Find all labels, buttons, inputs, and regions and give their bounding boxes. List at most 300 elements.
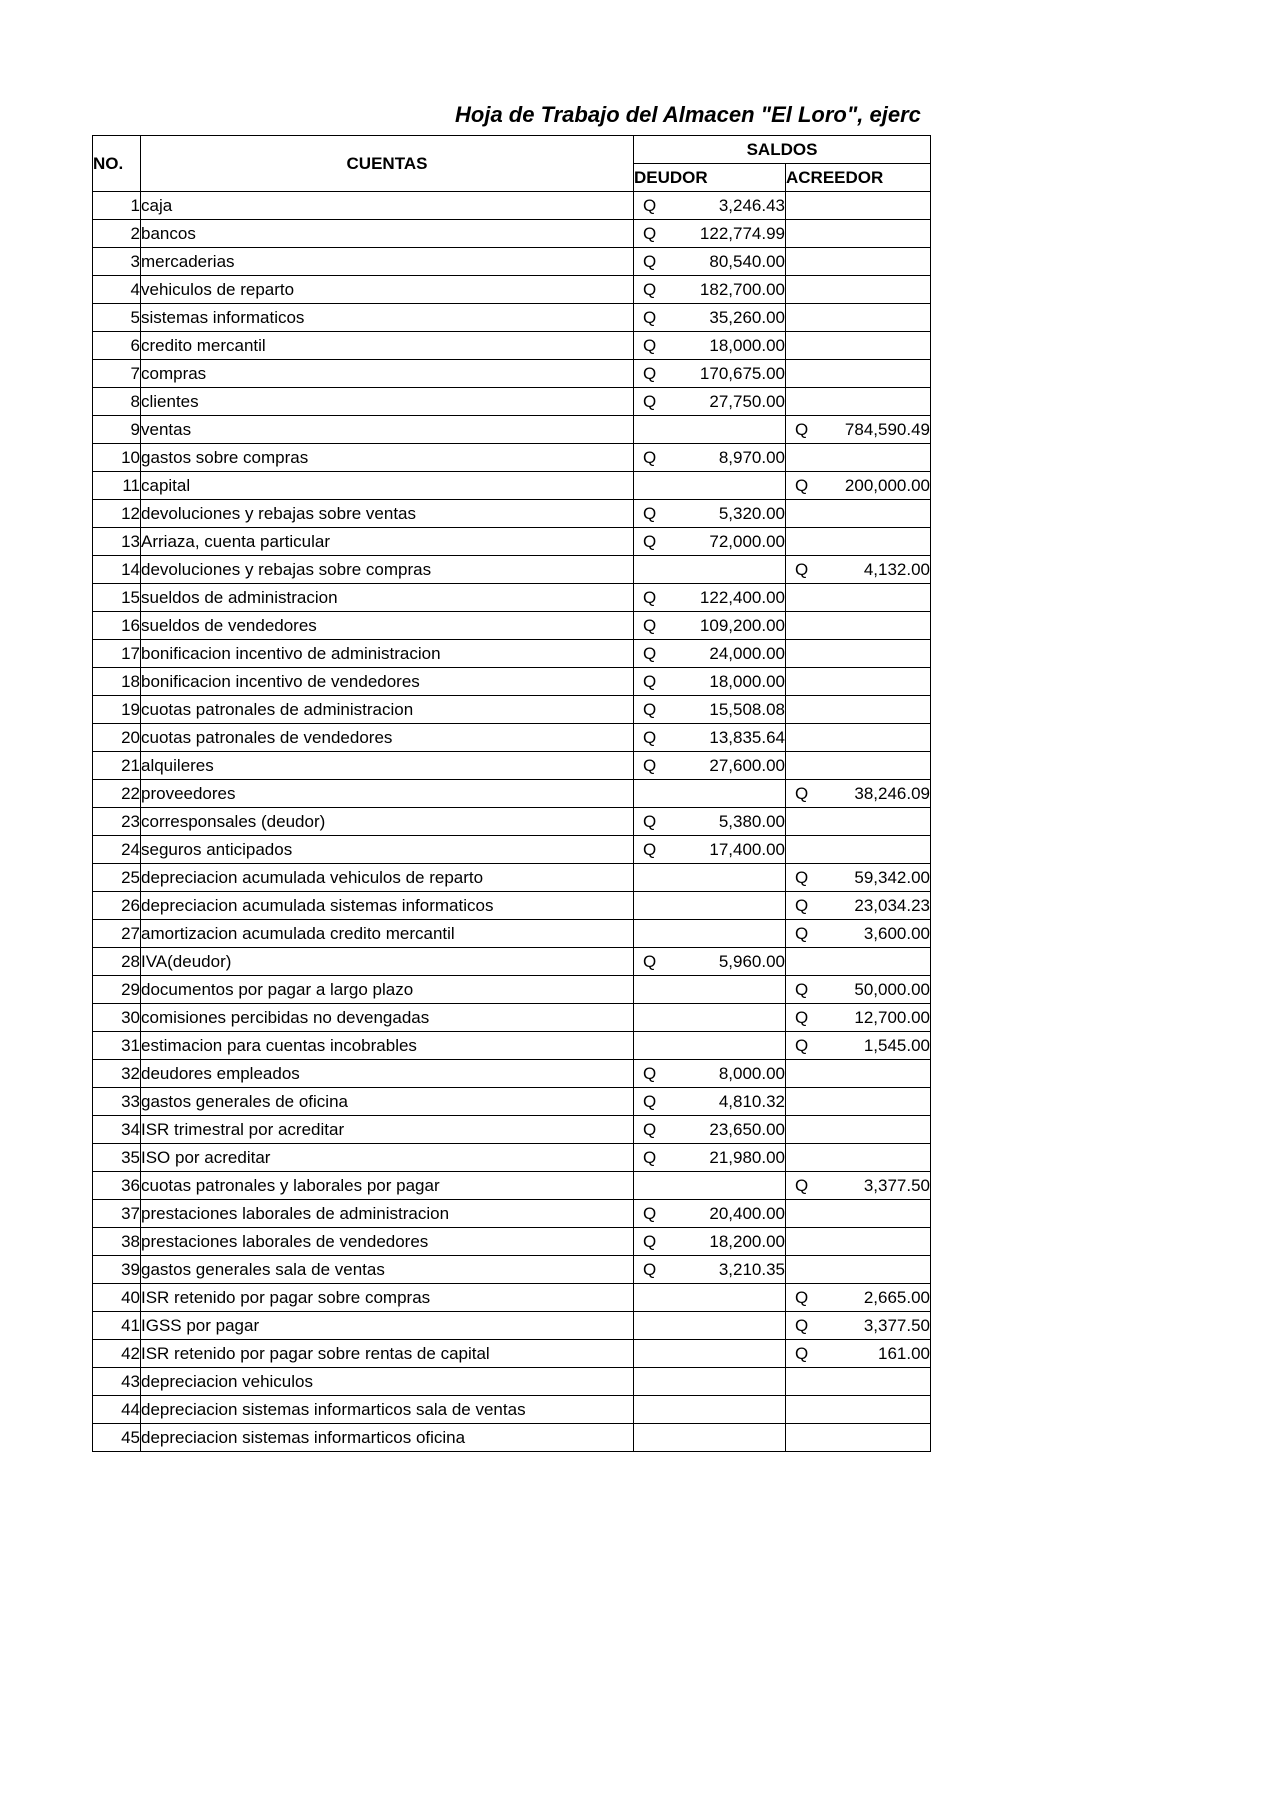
account-row [93, 1396, 931, 1424]
cell-acreedor-amount[interactable] [786, 780, 931, 808]
currency-symbol: Q [795, 419, 809, 439]
cell-acreedor-amount[interactable] [786, 416, 931, 444]
cell-account-name[interactable]: bonificacion incentivo de administracion [141, 640, 634, 668]
cell-deudor-amount[interactable] [634, 892, 786, 920]
cell-row-number[interactable]: 38 [93, 1228, 141, 1256]
currency-symbol: Q [643, 1063, 657, 1083]
currency-symbol: Q [795, 895, 809, 915]
amount-value: 20,400.00 [709, 1203, 785, 1223]
cell-deudor-amount[interactable] [634, 836, 786, 864]
account-row [93, 1256, 931, 1284]
amount-value: 27,750.00 [709, 391, 785, 411]
amount-value: 122,774.99 [699, 223, 785, 243]
cell-acreedor-amount[interactable] [786, 388, 931, 416]
amount-value: 21,980.00 [709, 1147, 785, 1167]
amount-value: 18,200.00 [709, 1231, 785, 1251]
cell-deudor-amount[interactable] [634, 668, 786, 696]
cell-account-name[interactable]: seguros anticipados [141, 836, 634, 864]
cell-row-number[interactable]: 3 [93, 248, 141, 276]
cell-acreedor-amount[interactable] [786, 332, 931, 360]
account-row [93, 1060, 931, 1088]
header-saldos[interactable]: SALDOS [634, 136, 931, 164]
cell-deudor-amount[interactable] [634, 556, 786, 584]
currency-symbol: Q [643, 587, 657, 607]
cell-row-number[interactable]: 34 [93, 1116, 141, 1144]
cell-acreedor-amount[interactable] [786, 192, 931, 220]
amount-value: 200,000.00 [844, 475, 930, 495]
cell-account-name[interactable]: devoluciones y rebajas sobre compras [141, 556, 634, 584]
cell-row-number[interactable]: 35 [93, 1144, 141, 1172]
amount-value: 3,600.00 [863, 923, 930, 943]
currency-symbol: Q [643, 363, 657, 383]
account-row [93, 696, 931, 724]
account-row [93, 1312, 931, 1340]
currency-symbol: Q [643, 643, 657, 663]
cell-deudor-amount[interactable] [634, 1088, 786, 1116]
account-row [93, 920, 931, 948]
cell-row-number[interactable]: 8 [93, 388, 141, 416]
cell-deudor-amount[interactable] [634, 500, 786, 528]
cell-row-number[interactable]: 39 [93, 1256, 141, 1284]
cell-account-name[interactable]: IVA(deudor) [141, 948, 634, 976]
cell-deudor-amount[interactable] [634, 696, 786, 724]
cell-deudor-amount[interactable] [634, 276, 786, 304]
cell-row-number[interactable]: 41 [93, 1312, 141, 1340]
cell-row-number[interactable]: 43 [93, 1368, 141, 1396]
currency-symbol: Q [643, 615, 657, 635]
cell-deudor-amount[interactable] [634, 1396, 786, 1424]
cell-deudor-amount[interactable] [634, 976, 786, 1004]
cell-account-name[interactable]: prestaciones laborales de vendedores [141, 1228, 634, 1256]
cell-row-number[interactable]: 23 [93, 808, 141, 836]
account-row [93, 1368, 931, 1396]
cell-acreedor-amount[interactable] [786, 752, 931, 780]
cell-acreedor-amount[interactable] [786, 304, 931, 332]
cell-account-name[interactable]: depreciacion sistemas informarticos oficina [141, 1424, 634, 1452]
currency-symbol: Q [643, 251, 657, 271]
amount-value: 5,320.00 [718, 503, 785, 523]
currency-symbol: Q [643, 1203, 657, 1223]
account-row [93, 1116, 931, 1144]
amount-value: 3,377.50 [863, 1175, 930, 1195]
account-row [93, 304, 931, 332]
amount-value: 784,590.49 [844, 419, 930, 439]
cell-account-name[interactable]: prestaciones laborales de administracion [141, 1200, 634, 1228]
cell-deudor-amount[interactable] [634, 1116, 786, 1144]
amount-value: 72,000.00 [709, 531, 785, 551]
cell-deudor-amount[interactable] [634, 416, 786, 444]
cell-account-name[interactable]: ISR trimestral por acreditar [141, 1116, 634, 1144]
cell-acreedor-amount[interactable] [786, 1200, 931, 1228]
cell-deudor-amount[interactable] [634, 1284, 786, 1312]
amount-value: 3,210.35 [718, 1259, 785, 1279]
account-row [93, 612, 931, 640]
currency-symbol: Q [643, 447, 657, 467]
account-row [93, 836, 931, 864]
currency-symbol: Q [643, 839, 657, 859]
cell-account-name[interactable]: depreciacion sistemas informarticos sala de ventas [141, 1396, 634, 1424]
currency-symbol: Q [643, 195, 657, 215]
cell-account-name[interactable]: mercaderias [141, 248, 634, 276]
cell-acreedor-amount[interactable] [786, 1368, 931, 1396]
cell-account-name[interactable]: compras [141, 360, 634, 388]
cell-row-number[interactable]: 25 [93, 864, 141, 892]
account-row [93, 360, 931, 388]
cell-account-name[interactable]: amortizacion acumulada credito mercantil [141, 920, 634, 948]
cell-account-name[interactable]: ISR retenido por pagar sobre rentas de capital [141, 1340, 634, 1368]
cell-deudor-amount[interactable] [634, 472, 786, 500]
cell-deudor-amount[interactable] [634, 640, 786, 668]
header-deudor[interactable]: DEUDOR [634, 164, 786, 192]
cell-deudor-amount[interactable] [634, 612, 786, 640]
currency-symbol: Q [795, 1287, 809, 1307]
accounts-table [92, 135, 931, 1452]
cell-account-name[interactable]: Arriaza, cuenta particular [141, 528, 634, 556]
cell-deudor-amount[interactable] [634, 948, 786, 976]
cell-deudor-amount[interactable] [634, 864, 786, 892]
amount-value: 17,400.00 [709, 839, 785, 859]
cell-deudor-amount[interactable] [634, 248, 786, 276]
currency-symbol: Q [643, 391, 657, 411]
cell-row-number[interactable]: 16 [93, 612, 141, 640]
cell-deudor-amount[interactable] [634, 1200, 786, 1228]
account-row [93, 1200, 931, 1228]
currency-symbol: Q [643, 531, 657, 551]
currency-symbol: Q [643, 671, 657, 691]
cell-acreedor-amount[interactable] [786, 1004, 931, 1032]
account-row [93, 864, 931, 892]
cell-deudor-amount[interactable] [634, 1228, 786, 1256]
cell-acreedor-amount[interactable] [786, 1228, 931, 1256]
amount-value: 59,342.00 [854, 867, 930, 887]
cell-deudor-amount[interactable] [634, 584, 786, 612]
cell-account-name[interactable]: gastos generales de oficina [141, 1088, 634, 1116]
account-row [93, 416, 931, 444]
cell-row-number[interactable]: 14 [93, 556, 141, 584]
cell-account-name[interactable]: cuotas patronales y laborales por pagar [141, 1172, 634, 1200]
cell-deudor-amount[interactable] [634, 808, 786, 836]
account-row [93, 640, 931, 668]
amount-value: 170,675.00 [699, 363, 785, 383]
cell-acreedor-amount[interactable] [786, 1032, 931, 1060]
cell-row-number[interactable]: 18 [93, 668, 141, 696]
cell-row-number[interactable]: 11 [93, 472, 141, 500]
cell-account-name[interactable]: ventas [141, 416, 634, 444]
cell-row-number[interactable]: 10 [93, 444, 141, 472]
currency-symbol: Q [795, 867, 809, 887]
account-row [93, 500, 931, 528]
cell-row-number[interactable]: 5 [93, 304, 141, 332]
cell-acreedor-amount[interactable] [786, 864, 931, 892]
cell-deudor-amount[interactable] [634, 1060, 786, 1088]
account-row [93, 724, 931, 752]
cell-acreedor-amount[interactable] [786, 472, 931, 500]
account-row [93, 780, 931, 808]
cell-row-number[interactable]: 15 [93, 584, 141, 612]
cell-deudor-amount[interactable] [634, 192, 786, 220]
worksheet-title: Hoja de Trabajo del Almacen "El Loro", ejerc [455, 102, 921, 127]
amount-value: 8,000.00 [718, 1063, 785, 1083]
currency-symbol: Q [643, 1231, 657, 1251]
header-acreedor[interactable]: ACREEDOR [786, 164, 931, 192]
cell-row-number[interactable]: 44 [93, 1396, 141, 1424]
cell-account-name[interactable]: sistemas informaticos [141, 304, 634, 332]
cell-row-number[interactable]: 28 [93, 948, 141, 976]
accounts-table-header [93, 136, 931, 192]
cell-row-number[interactable]: 26 [93, 892, 141, 920]
currency-symbol: Q [795, 1035, 809, 1055]
cell-account-name[interactable]: sueldos de vendedores [141, 612, 634, 640]
cell-acreedor-amount[interactable] [786, 1312, 931, 1340]
cell-acreedor-amount[interactable] [786, 668, 931, 696]
amount-value: 15,508.08 [709, 699, 785, 719]
cell-row-number[interactable]: 29 [93, 976, 141, 1004]
cell-account-name[interactable]: corresponsales (deudor) [141, 808, 634, 836]
cell-account-name[interactable]: sueldos de administracion [141, 584, 634, 612]
cell-account-name[interactable]: comisiones percibidas no devengadas [141, 1004, 634, 1032]
amount-value: 12,700.00 [854, 1007, 930, 1027]
account-row [93, 976, 931, 1004]
amount-value: 109,200.00 [699, 615, 785, 635]
account-row [93, 276, 931, 304]
header-cuentas[interactable]: CUENTAS [141, 136, 634, 192]
currency-symbol: Q [643, 727, 657, 747]
cell-account-name[interactable]: alquileres [141, 752, 634, 780]
amount-value: 8,970.00 [718, 447, 785, 467]
cell-account-name[interactable]: bonificacion incentivo de vendedores [141, 668, 634, 696]
cell-deudor-amount[interactable] [634, 220, 786, 248]
cell-acreedor-amount[interactable] [786, 1424, 931, 1452]
amount-value: 2,665.00 [863, 1287, 930, 1307]
currency-symbol: Q [795, 923, 809, 943]
cell-deudor-amount[interactable] [634, 1368, 786, 1396]
cell-acreedor-amount[interactable] [786, 724, 931, 752]
cell-row-number[interactable]: 30 [93, 1004, 141, 1032]
cell-account-name[interactable]: estimacion para cuentas incobrables [141, 1032, 634, 1060]
cell-acreedor-amount[interactable] [786, 1256, 931, 1284]
cell-deudor-amount[interactable] [634, 528, 786, 556]
cell-account-name[interactable]: clientes [141, 388, 634, 416]
cell-acreedor-amount[interactable] [786, 920, 931, 948]
cell-account-name[interactable]: caja [141, 192, 634, 220]
cell-account-name[interactable]: cuotas patronales de vendedores [141, 724, 634, 752]
cell-acreedor-amount[interactable] [786, 808, 931, 836]
cell-row-number[interactable]: 33 [93, 1088, 141, 1116]
cell-acreedor-amount[interactable] [786, 1172, 931, 1200]
currency-symbol: Q [795, 1175, 809, 1195]
cell-row-number[interactable]: 17 [93, 640, 141, 668]
cell-row-number[interactable]: 4 [93, 276, 141, 304]
cell-account-name[interactable]: deudores empleados [141, 1060, 634, 1088]
cell-account-name[interactable]: ISO por acreditar [141, 1144, 634, 1172]
account-row [93, 668, 931, 696]
cell-account-name[interactable]: devoluciones y rebajas sobre ventas [141, 500, 634, 528]
cell-acreedor-amount[interactable] [786, 444, 931, 472]
amount-value: 24,000.00 [709, 643, 785, 663]
cell-acreedor-amount[interactable] [786, 556, 931, 584]
currency-symbol: Q [795, 559, 809, 579]
account-row [93, 1088, 931, 1116]
amount-value: 3,246.43 [718, 195, 785, 215]
cell-acreedor-amount[interactable] [786, 248, 931, 276]
cell-acreedor-amount[interactable] [786, 1088, 931, 1116]
cell-acreedor-amount[interactable] [786, 1060, 931, 1088]
account-row [93, 192, 931, 220]
cell-acreedor-amount[interactable] [786, 640, 931, 668]
amount-value: 5,380.00 [718, 811, 785, 831]
cell-deudor-amount[interactable] [634, 304, 786, 332]
cell-acreedor-amount[interactable] [786, 948, 931, 976]
cell-account-name[interactable]: depreciacion acumulada vehiculos de reparto [141, 864, 634, 892]
cell-deudor-amount[interactable] [634, 1424, 786, 1452]
cell-acreedor-amount[interactable] [786, 836, 931, 864]
cell-acreedor-amount[interactable] [786, 696, 931, 724]
account-row [93, 444, 931, 472]
cell-row-number[interactable]: 22 [93, 780, 141, 808]
account-row [93, 1144, 931, 1172]
amount-value: 161.00 [878, 1343, 930, 1363]
currency-symbol: Q [795, 1007, 809, 1027]
account-row [93, 1424, 931, 1452]
amount-value: 38,246.09 [854, 783, 930, 803]
account-row [93, 332, 931, 360]
amount-value: 18,000.00 [709, 671, 785, 691]
amount-value: 1,545.00 [863, 1035, 930, 1055]
cell-account-name[interactable]: ISR retenido por pagar sobre compras [141, 1284, 634, 1312]
cell-row-number[interactable]: 7 [93, 360, 141, 388]
currency-symbol: Q [795, 1343, 809, 1363]
cell-account-name[interactable]: credito mercantil [141, 332, 634, 360]
cell-deudor-amount[interactable] [634, 1312, 786, 1340]
cell-row-number[interactable]: 6 [93, 332, 141, 360]
cell-acreedor-amount[interactable] [786, 612, 931, 640]
cell-deudor-amount[interactable] [634, 1172, 786, 1200]
cell-acreedor-amount[interactable] [786, 220, 931, 248]
account-row [93, 892, 931, 920]
cell-acreedor-amount[interactable] [786, 892, 931, 920]
account-row [93, 948, 931, 976]
cell-deudor-amount[interactable] [634, 444, 786, 472]
cell-acreedor-amount[interactable] [786, 528, 931, 556]
currency-symbol: Q [643, 811, 657, 831]
amount-value: 80,540.00 [709, 251, 785, 271]
account-row [93, 584, 931, 612]
cell-deudor-amount[interactable] [634, 1004, 786, 1032]
cell-row-number[interactable]: 45 [93, 1424, 141, 1452]
cell-account-name[interactable]: cuotas patronales de administracion [141, 696, 634, 724]
cell-acreedor-amount[interactable] [786, 1284, 931, 1312]
cell-deudor-amount[interactable] [634, 1340, 786, 1368]
cell-account-name[interactable]: capital [141, 472, 634, 500]
cell-account-name[interactable]: gastos generales sala de ventas [141, 1256, 634, 1284]
account-row [93, 248, 931, 276]
cell-account-name[interactable]: documentos por pagar a largo plazo [141, 976, 634, 1004]
accounts-table-body [93, 192, 931, 1452]
cell-account-name[interactable]: IGSS por pagar [141, 1312, 634, 1340]
currency-symbol: Q [643, 1091, 657, 1111]
cell-row-number[interactable]: 40 [93, 1284, 141, 1312]
cell-acreedor-amount[interactable] [786, 1396, 931, 1424]
cell-deudor-amount[interactable] [634, 920, 786, 948]
cell-row-number[interactable]: 27 [93, 920, 141, 948]
currency-symbol: Q [643, 951, 657, 971]
cell-acreedor-amount[interactable] [786, 1144, 931, 1172]
cell-deudor-amount[interactable] [634, 752, 786, 780]
account-row [93, 1228, 931, 1256]
cell-row-number[interactable]: 37 [93, 1200, 141, 1228]
cell-row-number[interactable]: 42 [93, 1340, 141, 1368]
cell-deudor-amount[interactable] [634, 1032, 786, 1060]
cell-acreedor-amount[interactable] [786, 1116, 931, 1144]
currency-symbol: Q [643, 223, 657, 243]
cell-account-name[interactable]: vehiculos de reparto [141, 276, 634, 304]
cell-account-name[interactable]: depreciacion vehiculos [141, 1368, 634, 1396]
cell-row-number[interactable]: 32 [93, 1060, 141, 1088]
header-no[interactable]: NO. [93, 136, 141, 192]
currency-symbol: Q [643, 755, 657, 775]
cell-row-number[interactable]: 9 [93, 416, 141, 444]
amount-value: 23,650.00 [709, 1119, 785, 1139]
amount-value: 35,260.00 [709, 307, 785, 327]
cell-row-number[interactable]: 12 [93, 500, 141, 528]
amount-value: 23,034.23 [854, 895, 930, 915]
header-row-1 [93, 136, 931, 164]
cell-account-name[interactable]: proveedores [141, 780, 634, 808]
cell-row-number[interactable]: 2 [93, 220, 141, 248]
cell-acreedor-amount[interactable] [786, 1340, 931, 1368]
cell-row-number[interactable]: 21 [93, 752, 141, 780]
cell-deudor-amount[interactable] [634, 1256, 786, 1284]
currency-symbol: Q [643, 307, 657, 327]
currency-symbol: Q [643, 1259, 657, 1279]
account-row [93, 1284, 931, 1312]
cell-deudor-amount[interactable] [634, 724, 786, 752]
cell-row-number[interactable]: 13 [93, 528, 141, 556]
amount-value: 27,600.00 [709, 755, 785, 775]
cell-acreedor-amount[interactable] [786, 976, 931, 1004]
cell-deudor-amount[interactable] [634, 780, 786, 808]
cell-row-number[interactable]: 19 [93, 696, 141, 724]
cell-row-number[interactable]: 20 [93, 724, 141, 752]
cell-deudor-amount[interactable] [634, 332, 786, 360]
cell-deudor-amount[interactable] [634, 388, 786, 416]
cell-row-number[interactable]: 31 [93, 1032, 141, 1060]
amount-value: 182,700.00 [699, 279, 785, 299]
account-row [93, 220, 931, 248]
cell-account-name[interactable]: bancos [141, 220, 634, 248]
cell-acreedor-amount[interactable] [786, 276, 931, 304]
cell-row-number[interactable]: 1 [93, 192, 141, 220]
currency-symbol: Q [795, 475, 809, 495]
currency-symbol: Q [795, 979, 809, 999]
account-row [93, 528, 931, 556]
account-row [93, 472, 931, 500]
cell-acreedor-amount[interactable] [786, 360, 931, 388]
account-row [93, 752, 931, 780]
currency-symbol: Q [643, 1147, 657, 1167]
cell-row-number[interactable]: 36 [93, 1172, 141, 1200]
cell-acreedor-amount[interactable] [786, 584, 931, 612]
cell-deudor-amount[interactable] [634, 360, 786, 388]
currency-symbol: Q [643, 503, 657, 523]
cell-row-number[interactable]: 24 [93, 836, 141, 864]
cell-acreedor-amount[interactable] [786, 500, 931, 528]
currency-symbol: Q [643, 699, 657, 719]
account-row [93, 1340, 931, 1368]
cell-account-name[interactable]: gastos sobre compras [141, 444, 634, 472]
cell-deudor-amount[interactable] [634, 1144, 786, 1172]
cell-account-name[interactable]: depreciacion acumulada sistemas informaticos [141, 892, 634, 920]
